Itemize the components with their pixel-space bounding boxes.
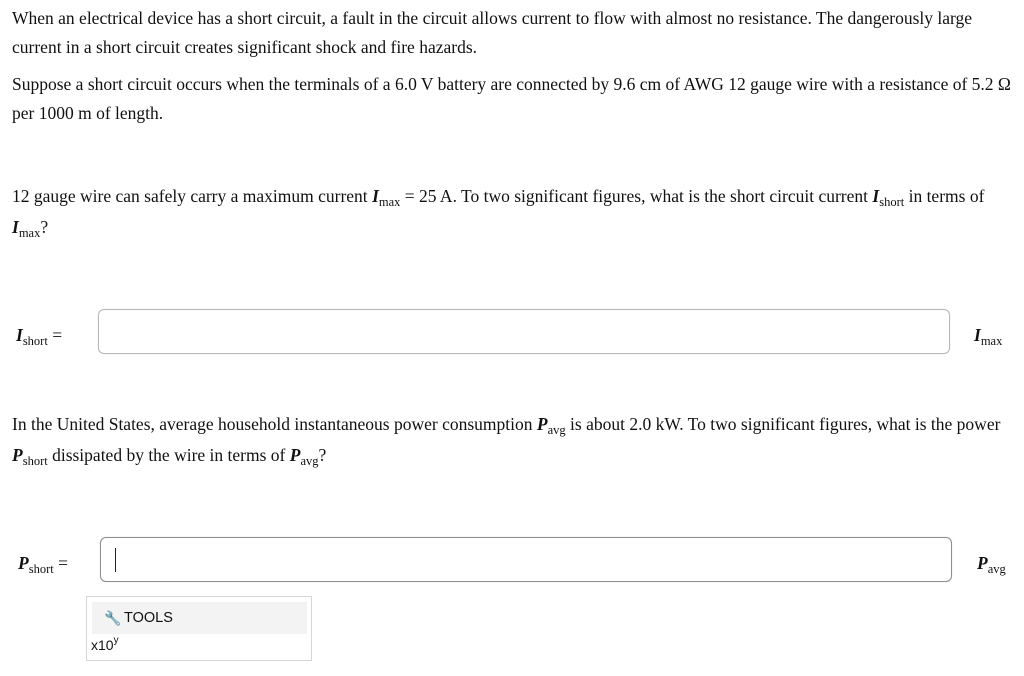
part1-question-text: = 25 A. To two significant figures, what is the short circuit current <box>400 186 873 206</box>
power-symbol: $P_{avg}$ <box>536 414 566 437</box>
part2-question-text: is about 2.0 kW. To two significant figures, what is the power <box>565 414 1001 434</box>
part1-question <box>12 182 1012 244</box>
part2-question-text: dissipated by the wire in terms of <box>47 445 290 465</box>
ishort-unit-label: $I_{max}$ <box>974 325 1003 348</box>
text-cursor <box>115 548 116 572</box>
scientific-notation-button[interactable]: x10$^y$ <box>91 635 119 653</box>
current-symbol: $I_{short}$ <box>872 186 905 209</box>
pshort-answer-label: $P_{short}$ = <box>18 553 68 576</box>
part1-question-text: in terms of <box>904 186 985 206</box>
part2-question-text: In the United States, average household instantaneous power consumption <box>12 414 537 434</box>
pshort-unit-label: $P_{avg}$ <box>977 553 1006 576</box>
current-symbol: $I_{max}$ <box>12 217 41 240</box>
problem-intro: When an electrical device has a short circuit, a fault in the circuit allows current to flow with almost no resistance. The dangerously large current in a short circuit creates significant shock and fire hazards. <box>12 8 973 57</box>
wrench-icon: 🔧 <box>104 609 122 626</box>
power-symbol: $P_{avg}$ <box>289 445 319 468</box>
current-symbol: $I_{max}$ <box>372 186 401 209</box>
problem-setup: Suppose a short circuit occurs when the terminals of a 6.0 V battery are connected by 9.6 cm of AWG 12 gauge wire with a resistance of 5.2 Ω per 1000 m of length. <box>12 74 1011 123</box>
ishort-answer-label: $I_{short}$ = <box>16 325 63 348</box>
pshort-answer-input[interactable] <box>100 537 952 582</box>
tools-button[interactable] <box>92 602 307 634</box>
part1-question-text: ? <box>40 217 49 237</box>
part1-question-text: 12 gauge wire can safely carry a maximum current <box>12 186 373 206</box>
tools-panel <box>86 596 312 661</box>
tools-label: TOOLS <box>124 610 173 626</box>
power-symbol: $P_{short}$ <box>12 445 48 468</box>
part2-question <box>12 410 1012 472</box>
part2-question-text: ? <box>318 445 327 465</box>
ishort-answer-input[interactable] <box>98 309 950 354</box>
